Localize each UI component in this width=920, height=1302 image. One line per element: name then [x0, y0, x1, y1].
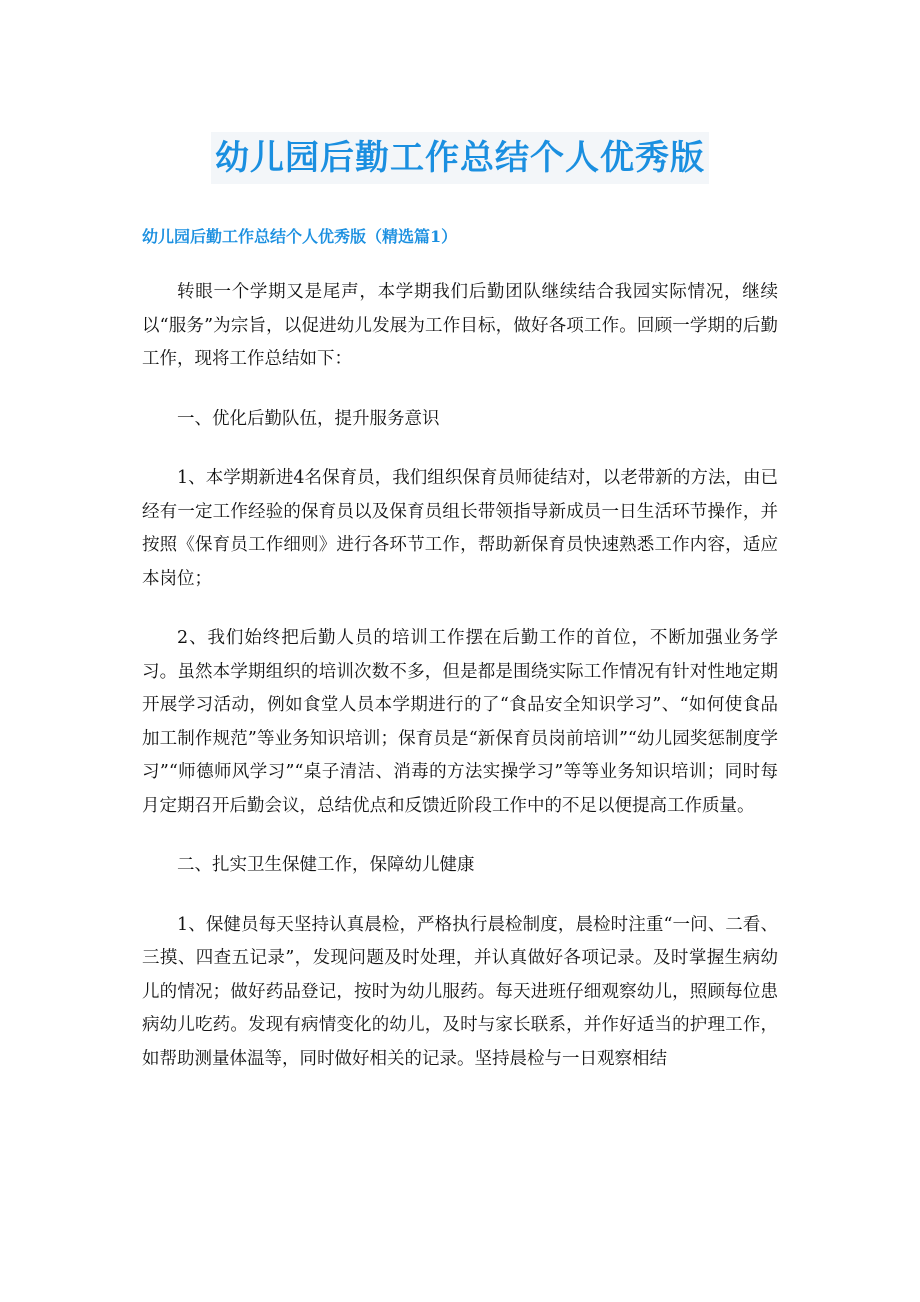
section-heading-1: 一、优化后勤队伍，提升服务意识: [177, 408, 440, 429]
document-body: [142, 276, 778, 1102]
paragraph-1-1: 1、本学期新进4名保育员，我们组织保育员师徒结对，以老带新的方法，由已经有一定工作经验的保育员以及保育员组长带领指导新成员一日生活环节操作，并按照《保育员工作细则》进行各环节工作，帮助新保育员快速熟悉工作内容，适应本岗位；: [142, 468, 778, 589]
section-heading-2: 二、扎实卫生保健工作，保障幼儿健康: [177, 855, 475, 875]
section-subtitle: 幼儿园后勤工作总结个人优秀版（精选篇1）: [142, 227, 458, 246]
title-container: [0, 132, 920, 184]
paragraph-intro: 转眼一个学期又是尾声，本学期我们后勤团队继续结合我园实际情况，继续以“服务”为宗旨，以促进幼儿发展为工作目标，做好各项工作。回顾一学期的后勤工作，现将工作总结如下：: [142, 282, 778, 369]
paragraph-2-1: 1、保健员每天坚持认真晨检，严格执行晨检制度，晨检时注重“一问、二看、三摸、四查五记录”，发现问题及时处理，并认真做好各项记录。及时掌握生病幼儿的情况；做好药品登记，按时为幼儿服药。每天进班仔细观察幼儿，照顾每位患病幼儿吃药。发现有病情变化的幼儿，及时与家长联系，并作好适当的护理工作，如帮助测量体温等，同时做好相关的记录。坚持晨检与一日观察相结: [142, 914, 778, 1069]
paragraph-1-2: 2、我们始终把后勤人员的培训工作摆在后勤工作的首位，不断加强业务学习。虽然本学期组织的培训次数不多，但是都是围绕实际工作情况有针对性地定期开展学习活动，例如食堂人员本学期进行的了“食品安全知识学习”、“如何使食品加工制作规范”等业务知识培训；保育员是“新保育员岗前培训”“幼儿园奖惩制度学习”“师德师风学习”“桌子清洁、消毒的方法实操学习”等等业务知识培训；同时每月定期召开后勤会议，总结优点和反馈近阶段工作中的不足以便提高工作质量。: [142, 628, 778, 816]
document-title: 幼儿园后勤工作总结个人优秀版: [211, 132, 709, 184]
